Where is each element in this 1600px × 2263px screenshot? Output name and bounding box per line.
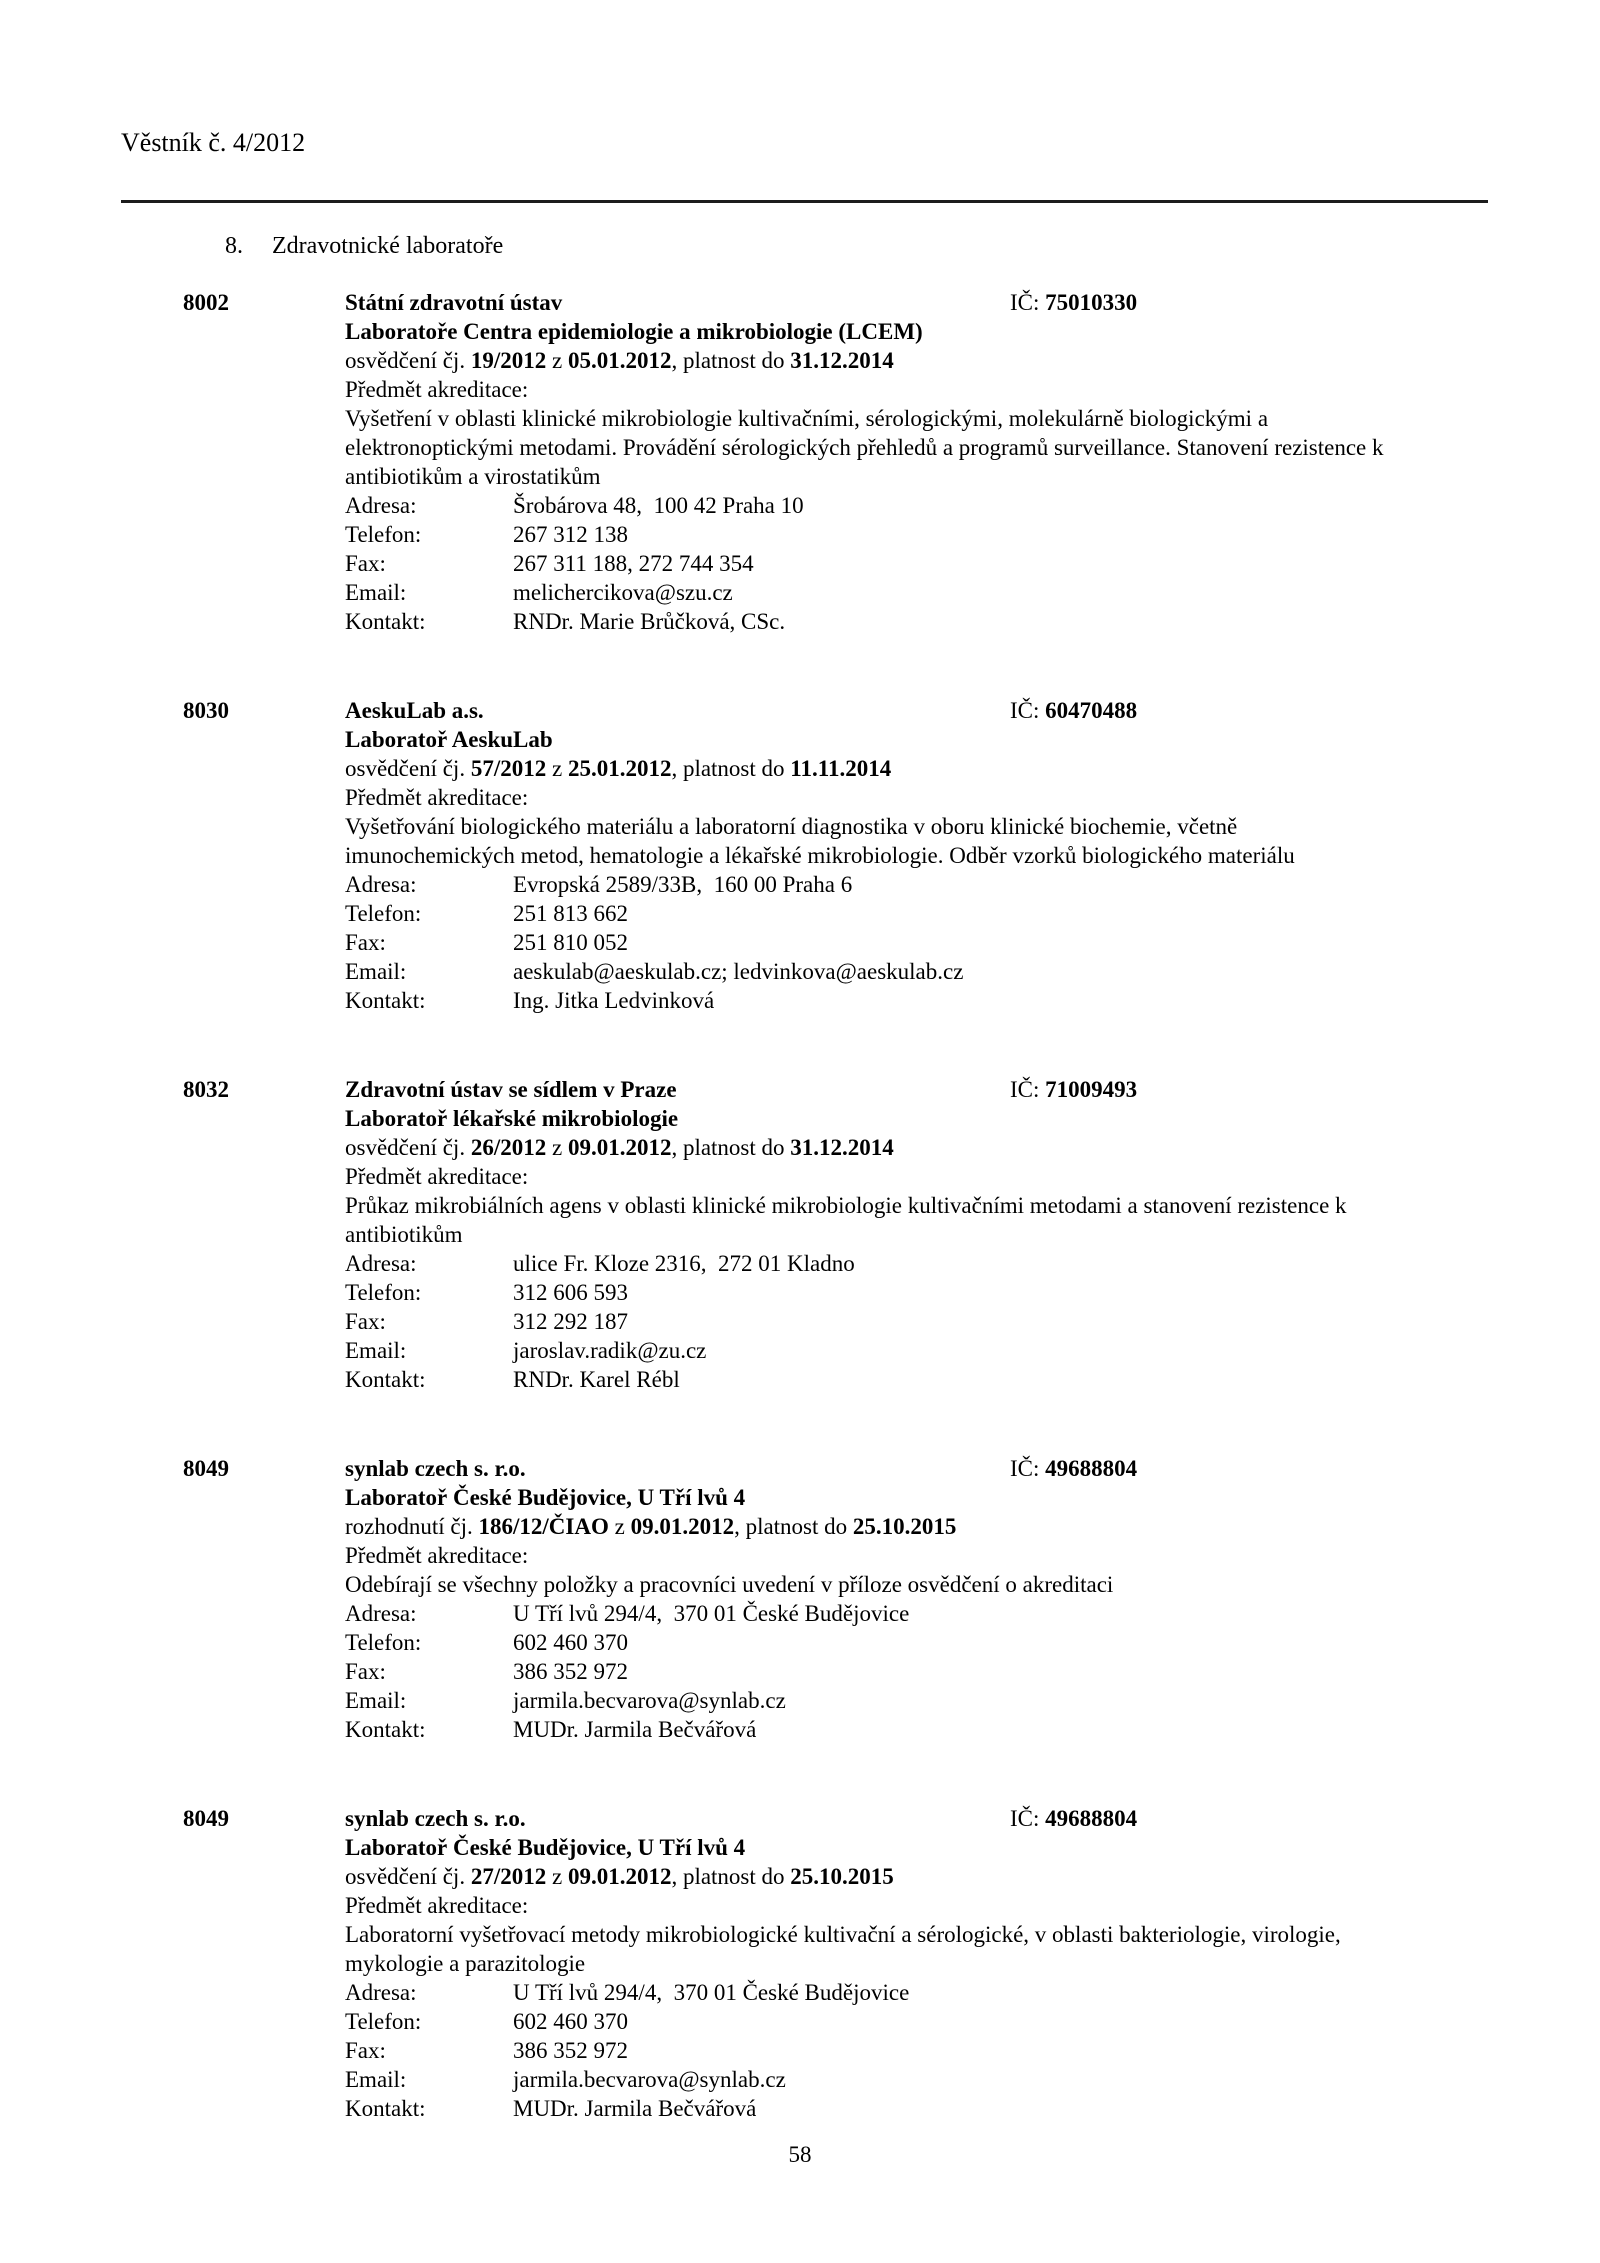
laboratory-name: Laboratoř AeskuLab	[345, 727, 553, 752]
lab-entry	[183, 696, 1503, 1015]
certificate-of: z	[551, 348, 563, 373]
phone-value: 602 460 370	[513, 1630, 628, 1655]
certificate-of: z	[551, 1864, 563, 1889]
section-title: Zdravotnické laboratoře	[272, 233, 504, 259]
address-label: Adresa:	[345, 1601, 417, 1626]
contact-row	[345, 1365, 1503, 1394]
subject-label: Předmět akreditace:	[345, 377, 529, 402]
contact-label: Kontakt:	[345, 1717, 426, 1742]
contact-label: Kontakt:	[345, 609, 426, 634]
email-row	[345, 1336, 1503, 1365]
email-label: Email:	[345, 1338, 407, 1363]
email-label: Email:	[345, 959, 407, 984]
organization-name: Státní zdravotní ústav	[345, 290, 563, 315]
certificate-date: 09.01.2012	[567, 1135, 672, 1160]
ic-value: 71009493	[1045, 1077, 1138, 1102]
lab-entry	[183, 1454, 1503, 1744]
phone-row	[345, 2007, 1503, 2036]
ic-label: IČ:	[1010, 698, 1040, 723]
contact-value: RNDr. Marie Brůčková, CSc.	[513, 609, 786, 634]
company-id	[1010, 1075, 1137, 1104]
contact-row	[345, 1715, 1503, 1744]
certificate-number: 57/2012	[470, 756, 547, 781]
certificate-date: 09.01.2012	[630, 1514, 735, 1539]
fax-label: Fax:	[345, 2038, 386, 2063]
certificate-valid-until: 25.10.2015	[852, 1514, 957, 1539]
address-value: U Tří lvů 294/4, 370 01 České Budějovice	[513, 1980, 910, 2005]
email-label: Email:	[345, 2067, 407, 2092]
entry-id: 8030	[183, 698, 229, 723]
subject-text: Vyšetření v oblasti klinické mikrobiologie kultivačními, sérologickými, molekulárně biologickými a elektronoptickými metodami. Provádění sérologických přehledů a programů surveillance. Stanovení rezistence k antibiotikům a virostatikům	[345, 406, 1384, 489]
contact-label: Kontakt:	[345, 988, 426, 1013]
contact-value: Ing. Jitka Ledvinková	[513, 988, 715, 1013]
email-row	[345, 1686, 1503, 1715]
fax-row	[345, 549, 1503, 578]
subject-text: Průkaz mikrobiálních agens v oblasti klinické mikrobiologie kultivačními metodami a stanovení rezistence k antibiotikům	[345, 1193, 1347, 1247]
ic-value: 60470488	[1045, 698, 1138, 723]
company-id	[1010, 1454, 1137, 1483]
section-number: 8.	[225, 233, 243, 259]
fax-row	[345, 1307, 1503, 1336]
ic-value: 49688804	[1045, 1456, 1138, 1481]
phone-label: Telefon:	[345, 1280, 422, 1305]
entries-list	[183, 288, 1503, 2183]
contact-row	[345, 2094, 1503, 2123]
certificate-valid-until: 31.12.2014	[790, 1135, 894, 1160]
address-label: Adresa:	[345, 1980, 417, 2005]
subject-text: Odebírají se všechny položky a pracovníci uvedení v příloze osvědčení o akreditaci	[345, 1572, 1114, 1597]
certificate-date: 05.01.2012	[567, 348, 672, 373]
entry-head	[345, 1454, 1503, 1483]
entry-body	[345, 696, 1503, 1015]
certificate-prefix: osvědčení čj.	[345, 1864, 466, 1889]
certificate-line	[345, 754, 1503, 783]
phone-label: Telefon:	[345, 2009, 422, 2034]
fax-label: Fax:	[345, 551, 386, 576]
certificate-line	[345, 1512, 1503, 1541]
phone-row	[345, 899, 1503, 928]
address-label: Adresa:	[345, 872, 417, 897]
certificate-valid-until: 31.12.2014	[790, 348, 894, 373]
subject-label: Předmět akreditace:	[345, 785, 529, 810]
fax-value: 251 810 052	[513, 930, 628, 955]
fax-row	[345, 2036, 1503, 2065]
lab-entry	[183, 288, 1503, 636]
fax-value: 267 311 188, 272 744 354	[513, 551, 754, 576]
organization-name: synlab czech s. r.o.	[345, 1806, 526, 1831]
email-row	[345, 578, 1503, 607]
laboratory-name: Laboratoře Centra epidemiologie a mikrobiologie (LCEM)	[345, 319, 923, 344]
subject-text: Laboratorní vyšetřovací metody mikrobiologické kultivační a sérologické, v oblasti bakteriologie, virologie, mykologie a parazitologie	[345, 1922, 1341, 1976]
certificate-prefix: osvědčení čj.	[345, 1135, 466, 1160]
phone-label: Telefon:	[345, 901, 422, 926]
contact-value: RNDr. Karel Rébl	[513, 1367, 680, 1392]
address-row	[345, 491, 1503, 520]
laboratory-name: Laboratoř České Budějovice, U Tří lvů 4	[345, 1835, 746, 1860]
certificate-date: 25.01.2012	[567, 756, 672, 781]
email-value: aeskulab@aeskulab.cz; ledvinkova@aeskulab.cz	[513, 959, 964, 984]
certificate-prefix: osvědčení čj.	[345, 348, 466, 373]
email-label: Email:	[345, 580, 407, 605]
organization-name: AeskuLab a.s.	[345, 698, 484, 723]
company-id	[1010, 288, 1137, 317]
email-value: jarmila.becvarova@synlab.cz	[513, 1688, 786, 1713]
subject-label: Předmět akreditace:	[345, 1893, 529, 1918]
address-row	[345, 1599, 1503, 1628]
address-label: Adresa:	[345, 493, 417, 518]
certificate-validity-label: , platnost do	[671, 1864, 785, 1889]
laboratory-name: Laboratoř lékařské mikrobiologie	[345, 1106, 679, 1131]
contact-value: MUDr. Jarmila Bečvářová	[513, 2096, 757, 2121]
address-label: Adresa:	[345, 1251, 417, 1276]
certificate-of: z	[551, 756, 563, 781]
certificate-number: 186/12/ČIAO	[478, 1514, 609, 1539]
contact-label: Kontakt:	[345, 1367, 426, 1392]
fax-value: 386 352 972	[513, 1659, 628, 1684]
organization-name: synlab czech s. r.o.	[345, 1456, 526, 1481]
address-row	[345, 870, 1503, 899]
certificate-of: z	[614, 1514, 625, 1539]
fax-row	[345, 1657, 1503, 1686]
contact-label: Kontakt:	[345, 2096, 426, 2121]
certificate-line	[345, 1133, 1503, 1162]
email-value: jarmila.becvarova@synlab.cz	[513, 2067, 786, 2092]
entry-body	[345, 288, 1503, 636]
entry-head	[345, 288, 1503, 317]
certificate-of: z	[551, 1135, 563, 1160]
certificate-date: 09.01.2012	[567, 1864, 672, 1889]
certificate-number: 27/2012	[470, 1864, 547, 1889]
phone-value: 267 312 138	[513, 522, 628, 547]
lab-entry	[183, 1804, 1503, 2123]
phone-row	[345, 520, 1503, 549]
ic-label: IČ:	[1010, 290, 1040, 315]
certificate-line	[345, 1862, 1503, 1891]
certificate-line	[345, 346, 1503, 375]
certificate-validity-label: , platnost do	[671, 756, 785, 781]
ic-value: 75010330	[1045, 290, 1138, 315]
ic-label: IČ:	[1010, 1456, 1040, 1481]
certificate-validity-label: , platnost do	[734, 1514, 848, 1539]
phone-row	[345, 1278, 1503, 1307]
fax-label: Fax:	[345, 1659, 386, 1684]
email-value: melichercikova@szu.cz	[513, 580, 733, 605]
subject-text: Vyšetřování biologického materiálu a laboratorní diagnostika v oboru klinické biochemie, včetně imunochemických metod, hematologie a lékařské mikrobiologie. Odběr vzorků biologického materiálu	[345, 814, 1295, 868]
certificate-prefix: rozhodnutí čj.	[345, 1514, 473, 1539]
fax-value: 386 352 972	[513, 2038, 628, 2063]
address-row	[345, 1978, 1503, 2007]
company-id	[1010, 696, 1137, 725]
address-value: Šrobárova 48, 100 42 Praha 10	[513, 493, 804, 518]
entry-body	[345, 1804, 1503, 2123]
email-label: Email:	[345, 1688, 407, 1713]
laboratory-name: Laboratoř České Budějovice, U Tří lvů 4	[345, 1485, 746, 1510]
email-value: jaroslav.radik@zu.cz	[513, 1338, 707, 1363]
phone-row	[345, 1628, 1503, 1657]
fax-value: 312 292 187	[513, 1309, 628, 1334]
header-divider	[121, 200, 1488, 203]
contact-value: MUDr. Jarmila Bečvářová	[513, 1717, 757, 1742]
certificate-number: 19/2012	[470, 348, 547, 373]
fax-label: Fax:	[345, 1309, 386, 1334]
subject-label: Předmět akreditace:	[345, 1164, 529, 1189]
company-id	[1010, 1804, 1137, 1833]
entry-body	[345, 1454, 1503, 1744]
address-row	[345, 1249, 1503, 1278]
entry-id: 8032	[183, 1077, 229, 1102]
subject-label: Předmět akreditace:	[345, 1543, 529, 1568]
phone-value: 312 606 593	[513, 1280, 628, 1305]
contact-row	[345, 607, 1503, 636]
ic-value: 49688804	[1045, 1806, 1138, 1831]
entry-id: 8002	[183, 290, 229, 315]
entry-head	[345, 696, 1503, 725]
entry-id: 8049	[183, 1456, 229, 1481]
section-heading	[225, 232, 503, 261]
address-value: Evropská 2589/33B, 160 00 Praha 6	[513, 872, 853, 897]
lab-entry	[183, 1075, 1503, 1394]
email-row	[345, 957, 1503, 986]
entry-body	[345, 1075, 1503, 1394]
certificate-valid-until: 25.10.2015	[790, 1864, 894, 1889]
certificate-validity-label: , platnost do	[671, 348, 785, 373]
certificate-valid-until: 11.11.2014	[790, 756, 892, 781]
entry-head	[345, 1075, 1503, 1104]
fax-label: Fax:	[345, 930, 386, 955]
phone-value: 251 813 662	[513, 901, 628, 926]
contact-row	[345, 986, 1503, 1015]
certificate-validity-label: , platnost do	[671, 1135, 785, 1160]
ic-label: IČ:	[1010, 1077, 1040, 1102]
certificate-prefix: osvědčení čj.	[345, 756, 466, 781]
entry-head	[345, 1804, 1503, 1833]
phone-value: 602 460 370	[513, 2009, 628, 2034]
certificate-number: 26/2012	[470, 1135, 547, 1160]
email-row	[345, 2065, 1503, 2094]
masthead-title: Věstník č. 4/2012	[121, 128, 306, 157]
entry-id: 8049	[183, 1806, 229, 1831]
phone-label: Telefon:	[345, 1630, 422, 1655]
page-number: 58	[788, 2142, 812, 2167]
ic-label: IČ:	[1010, 1806, 1040, 1831]
address-value: U Tří lvů 294/4, 370 01 České Budějovice	[513, 1601, 910, 1626]
fax-row	[345, 928, 1503, 957]
organization-name: Zdravotní ústav se sídlem v Praze	[345, 1077, 677, 1102]
address-value: ulice Fr. Kloze 2316, 272 01 Kladno	[513, 1251, 855, 1276]
phone-label: Telefon:	[345, 522, 422, 547]
